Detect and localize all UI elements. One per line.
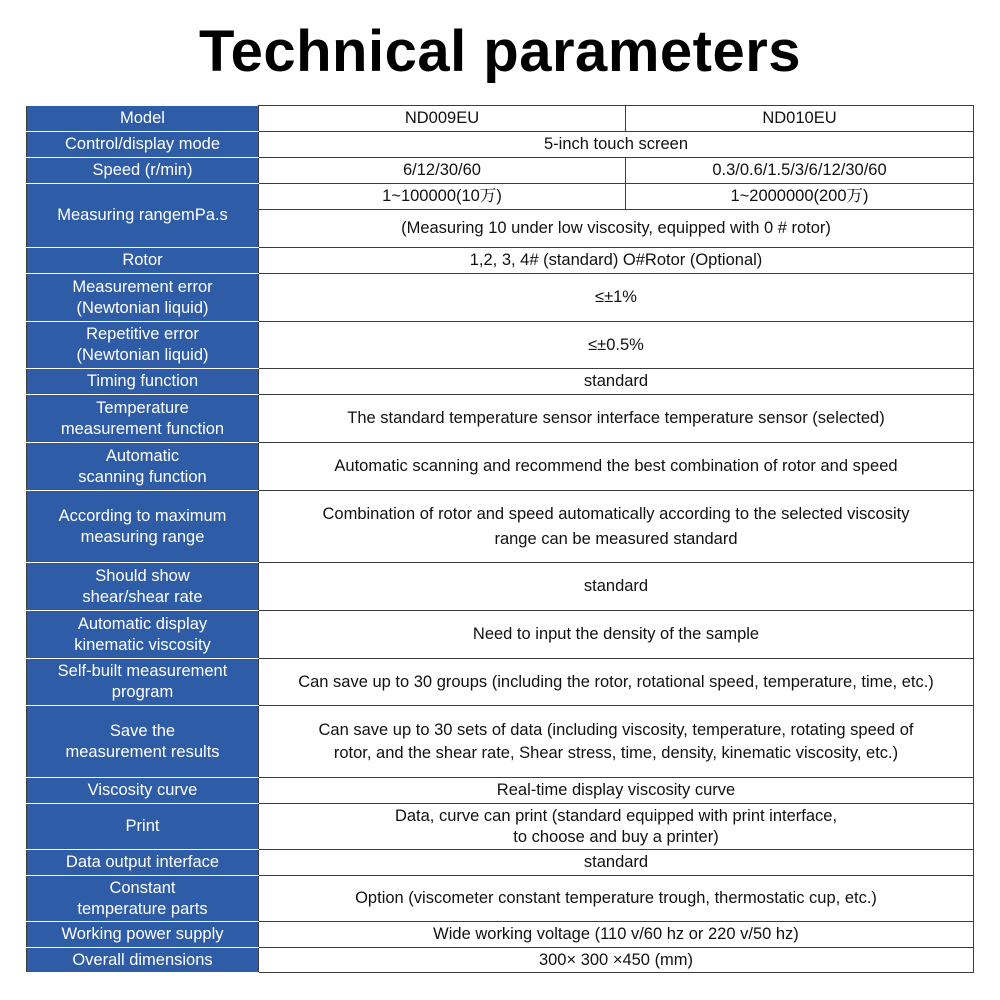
label-line-1: According to maximum: [58, 506, 227, 525]
value-line-1: Data, curve can print (standard equipped with print interface,: [394, 806, 838, 825]
table-row-repetitive-error: [27, 322, 974, 369]
table-row-save-results: [27, 706, 974, 778]
label-kinematic: [27, 611, 259, 659]
value-temperature: The standard temperature sensor interface temperature sensor (selected): [259, 395, 974, 443]
label-model: Model: [27, 106, 259, 132]
table-row-print: [27, 804, 974, 850]
table-row-model: [27, 106, 974, 132]
label-max-range: [27, 491, 259, 563]
value-power: Wide working voltage (110 v/60 hz or 220 v/50 hz): [259, 922, 974, 948]
label-constant-temp: [27, 876, 259, 922]
value-speed-nd009eu: 6/12/30/60: [259, 158, 626, 184]
table-row-kinematic: [27, 611, 974, 659]
label-line-1: Repetitive error: [86, 325, 199, 343]
label-measurement-error: [27, 274, 259, 322]
value-print: [259, 804, 974, 850]
value-line-1: Can save up to 30 sets of data (including viscosity, temperature, rotating speed of: [318, 720, 914, 739]
label-line-2: temperature parts: [77, 899, 208, 918]
label-rotor: Rotor: [27, 248, 259, 274]
value-range-nd009eu: 1~100000(10万): [259, 184, 626, 210]
value-range-note: (Measuring 10 under low viscosity, equipped with 0 # rotor): [259, 210, 974, 248]
value-constant-temp: Option (viscometer constant temperature trough, thermostatic cup, etc.): [259, 876, 974, 922]
value-rotor: 1,2, 3, 4# (standard) O#Rotor (Optional): [259, 248, 974, 274]
label-power: Working power supply: [27, 922, 259, 948]
label-line-1: Automatic display: [77, 614, 208, 633]
label-auto-scan: [27, 443, 259, 491]
value-timing: standard: [259, 369, 974, 395]
value-line-1: Combination of rotor and speed automatically according to the selected viscosity: [322, 504, 910, 523]
label-line-2: shear/shear rate: [82, 587, 203, 606]
label-measuring-range: Measuring rangemPa.s: [27, 184, 259, 248]
label-line-1: Save the: [109, 721, 176, 740]
value-model-nd009eu: ND009EU: [259, 106, 626, 132]
label-dimensions: Overall dimensions: [27, 948, 259, 973]
label-line-2: measuring range: [80, 527, 205, 546]
table-row-control-display: [27, 132, 974, 158]
label-line-1: Self-built measurement: [57, 662, 228, 680]
value-measurement-error: ≤±1%: [259, 274, 974, 322]
label-line-1: Temperature: [96, 398, 189, 417]
label-shear: [27, 563, 259, 611]
value-program: Can save up to 30 groups (including the rotor, rotational speed, temperature, time, etc.): [259, 659, 974, 706]
table-row-temperature: [27, 395, 974, 443]
table-row-measurement-error: [27, 274, 974, 322]
value-line-2: rotor, and the shear rate, Shear stress, time, density, kinematic viscosity, etc.): [333, 743, 899, 762]
label-control-display: Control/display mode: [27, 132, 259, 158]
value-save-results: [259, 706, 974, 778]
value-data-output: standard: [259, 850, 974, 876]
label-program: [27, 659, 259, 706]
table-row-power: [27, 922, 974, 948]
table-row-data-output: [27, 850, 974, 876]
value-viscosity-curve: Real-time display viscosity curve: [259, 778, 974, 804]
value-shear: standard: [259, 563, 974, 611]
table-row-auto-scan: [27, 443, 974, 491]
label-line-2: scanning function: [78, 467, 207, 486]
parameters-table: [26, 105, 974, 973]
label-speed: Speed (r/min): [27, 158, 259, 184]
label-line-2: kinematic viscosity: [74, 635, 211, 654]
table-row-dimensions: [27, 948, 974, 973]
label-viscosity-curve: Viscosity curve: [27, 778, 259, 804]
value-dimensions: 300× 300 ×450 (mm): [259, 948, 974, 973]
label-save-results: [27, 706, 259, 778]
table-row-rotor: [27, 248, 974, 274]
value-speed-nd010eu: 0.3/0.6/1.5/3/6/12/30/60: [626, 158, 974, 184]
label-line-1: Measurement error: [72, 277, 213, 296]
label-line-1: Constant: [109, 878, 176, 897]
label-line-2: measurement results: [65, 742, 220, 761]
value-control-display: 5-inch touch screen: [259, 132, 974, 158]
label-line-1: Should show: [95, 566, 190, 585]
table-row-measuring-range: [27, 184, 974, 210]
label-timing: Timing function: [27, 369, 259, 395]
value-line-2: to choose and buy a printer): [513, 827, 719, 846]
value-model-nd010eu: ND010EU: [626, 106, 974, 132]
value-range-nd010eu: 1~2000000(200万): [626, 184, 974, 210]
table-row-max-range: [27, 491, 974, 563]
label-print: Print: [27, 804, 259, 850]
value-line-2: range can be measured standard: [494, 529, 738, 548]
value-repetitive-error: ≤±0.5%: [259, 322, 974, 369]
label-line-2: measurement function: [60, 419, 225, 438]
label-temperature: [27, 395, 259, 443]
table-row-constant-temp: [27, 876, 974, 922]
table-row-timing: [27, 369, 974, 395]
label-line-2: (Newtonian liquid): [76, 298, 209, 317]
label-data-output: Data output interface: [27, 850, 259, 876]
label-line-2: program: [111, 683, 174, 701]
table-row-viscosity-curve: [27, 778, 974, 804]
value-max-range: [259, 491, 974, 563]
value-auto-scan: Automatic scanning and recommend the best combination of rotor and speed: [259, 443, 974, 491]
table-row-speed: [27, 158, 974, 184]
table-row-program: [27, 659, 974, 706]
label-line-1: Automatic: [105, 446, 180, 465]
table-row-shear: [27, 563, 974, 611]
page-title: Technical parameters: [198, 19, 802, 84]
value-kinematic: Need to input the density of the sample: [259, 611, 974, 659]
label-line-2: (Newtonian liquid): [76, 346, 209, 364]
label-repetitive-error: [27, 322, 259, 369]
